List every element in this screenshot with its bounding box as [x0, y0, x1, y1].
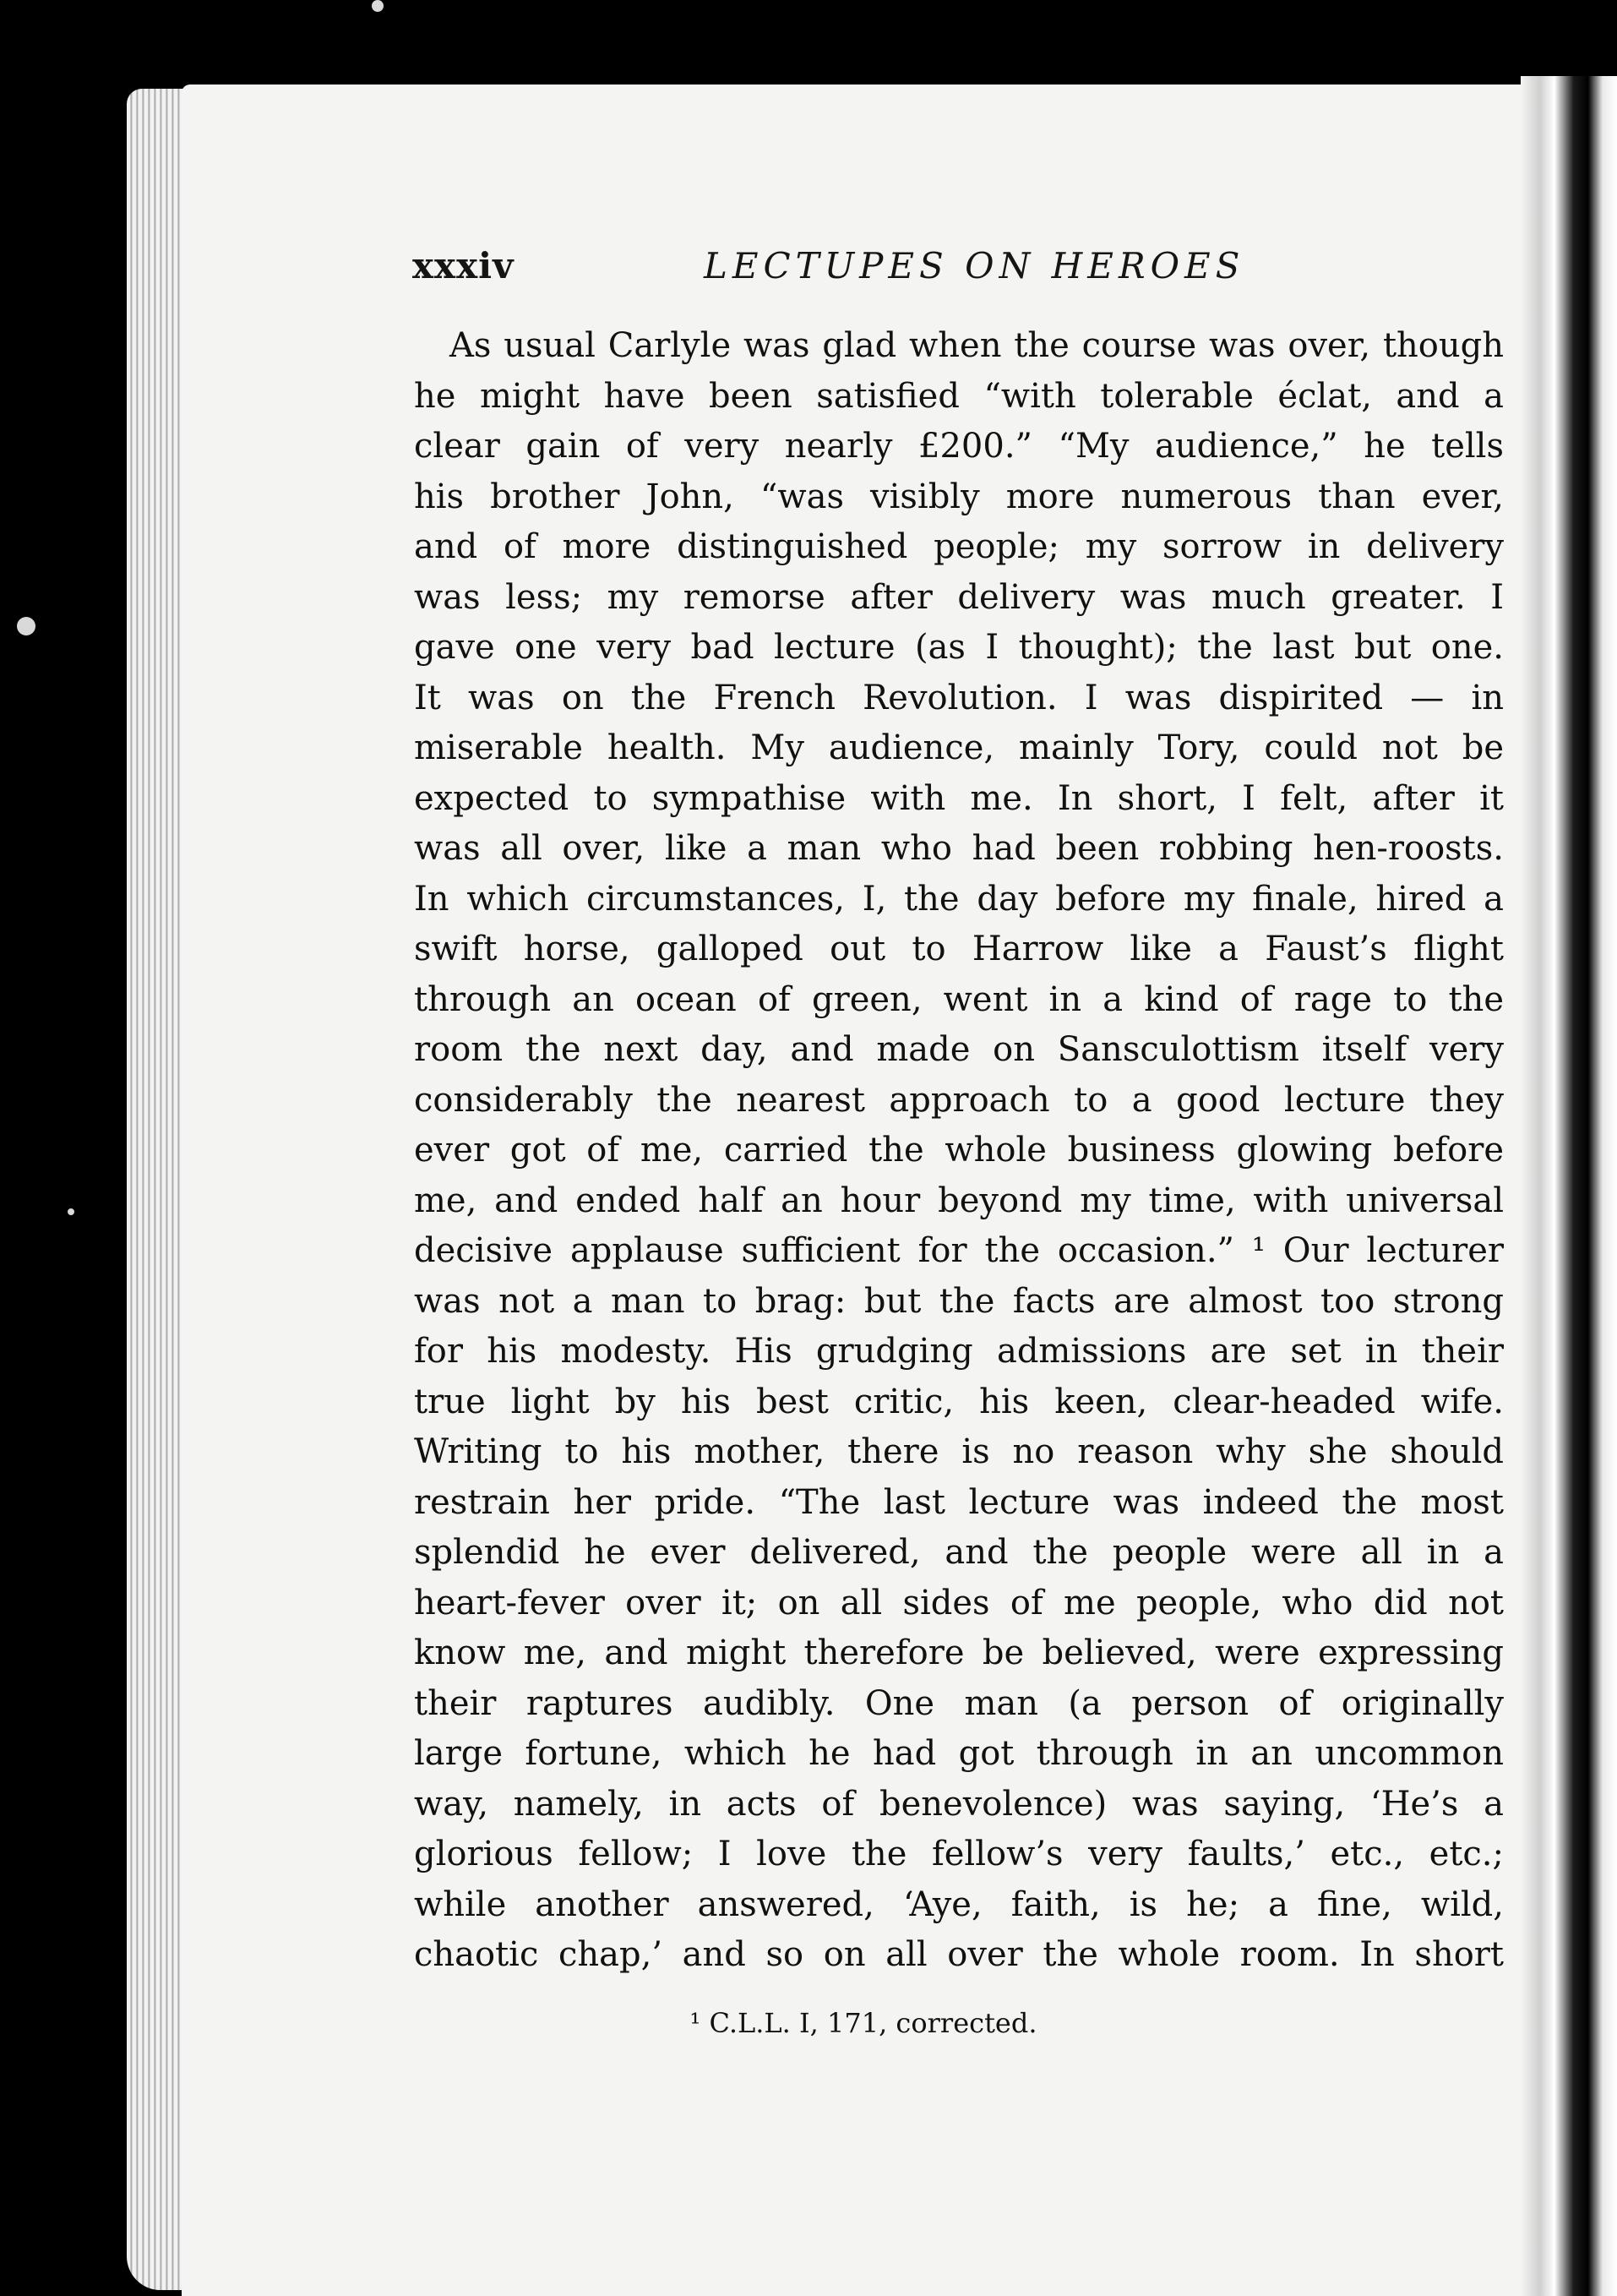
- text-line: ever got of me, carried the whole business glowing before: [414, 1131, 1504, 1170]
- text-line: swift horse, galloped out to Harrow like a Faust’s flight: [414, 930, 1504, 968]
- text-line: decisive applause sufficient for the occasion.” ¹ Our lecturer: [414, 1231, 1504, 1270]
- text-line: As usual Carlyle was glad when the course was over, though: [449, 326, 1504, 365]
- text-line: know me, and might therefore be believed, were expressing: [414, 1633, 1504, 1672]
- text-line: true light by his best critic, his keen, clear-headed wife.: [414, 1382, 1504, 1421]
- text-line: was less; my remorse after delivery was much greater. I: [414, 577, 1504, 617]
- text-line: large fortune, which he had got through in an uncommon: [414, 1734, 1504, 1773]
- text-line: was not a man to brag: but the facts are almost too strong: [414, 1281, 1504, 1321]
- text-line: restrain her pride. “The last lecture was indeed the most: [414, 1482, 1504, 1522]
- text-line: miserable health. My audience, mainly Tory, could not be: [414, 728, 1504, 767]
- text-line: room the next day, and made on Sansculottism itself very: [414, 1030, 1504, 1069]
- text-line: considerably the nearest approach to a good lecture they: [414, 1080, 1504, 1120]
- text-line: for his modesty. His grudging admissions are set in their: [414, 1332, 1504, 1371]
- footnote: ¹ C.L.L. I, 171, corrected.: [689, 2007, 1037, 2039]
- body-text: [414, 321, 1504, 1981]
- running-title: LECTUPES ON HEROES: [704, 245, 1245, 286]
- text-line: way, namely, in acts of benevolence) was saying, ‘He’s a: [414, 1784, 1504, 1824]
- text-line: heart-fever over it; on all sides of me people, who did not: [414, 1583, 1504, 1622]
- text-line: was all over, like a man who had been robbing hen-roosts.: [414, 829, 1504, 868]
- text-line: Writing to his mother, there is no reason why she should: [414, 1432, 1504, 1471]
- text-line: In which circumstances, I, the day before my finale, hired a: [414, 879, 1504, 919]
- text-line: It was on the French Revolution. I was dispirited — in: [414, 678, 1504, 717]
- text-line: glorious fellow; I love the fellow’s very faults,’ etc., etc.;: [414, 1835, 1504, 1873]
- running-head: [412, 237, 1502, 304]
- text-line: their raptures audibly. One man (a person of originally: [414, 1683, 1504, 1723]
- page-number: xxxiv: [412, 245, 514, 286]
- text-line: he might have been satisfied “with tolerable éclat, and a: [414, 376, 1504, 416]
- text-line: gave one very bad lecture (as I thought); the last but one.: [414, 628, 1504, 667]
- text-line: expected to sympathise with me. In short, I felt, after it: [414, 778, 1504, 818]
- text-line: me, and ended half an hour beyond my time, with universal: [414, 1181, 1504, 1220]
- text-line: chaotic chap,’ and so on all over the whole room. In short: [414, 1935, 1504, 1974]
- binding-gutter: [1521, 76, 1617, 2296]
- scan-speck: [17, 617, 35, 635]
- scan-speck: [372, 0, 384, 12]
- text-line: clear gain of very nearly £200.” “My audience,” he tells: [414, 427, 1504, 466]
- text-line: splendid he ever delivered, and the people were all in a: [414, 1533, 1504, 1572]
- scan-speck: [68, 1208, 74, 1215]
- text-line: through an ocean of green, went in a kind of rage to the: [414, 979, 1504, 1019]
- text-line: his brother John, “was visibly more numerous than ever,: [414, 477, 1504, 516]
- text-line: while another answered, ‘Aye, faith, is he; a fine, wild,: [414, 1884, 1504, 1924]
- text-line: and of more distinguished people; my sorrow in delivery: [414, 527, 1504, 566]
